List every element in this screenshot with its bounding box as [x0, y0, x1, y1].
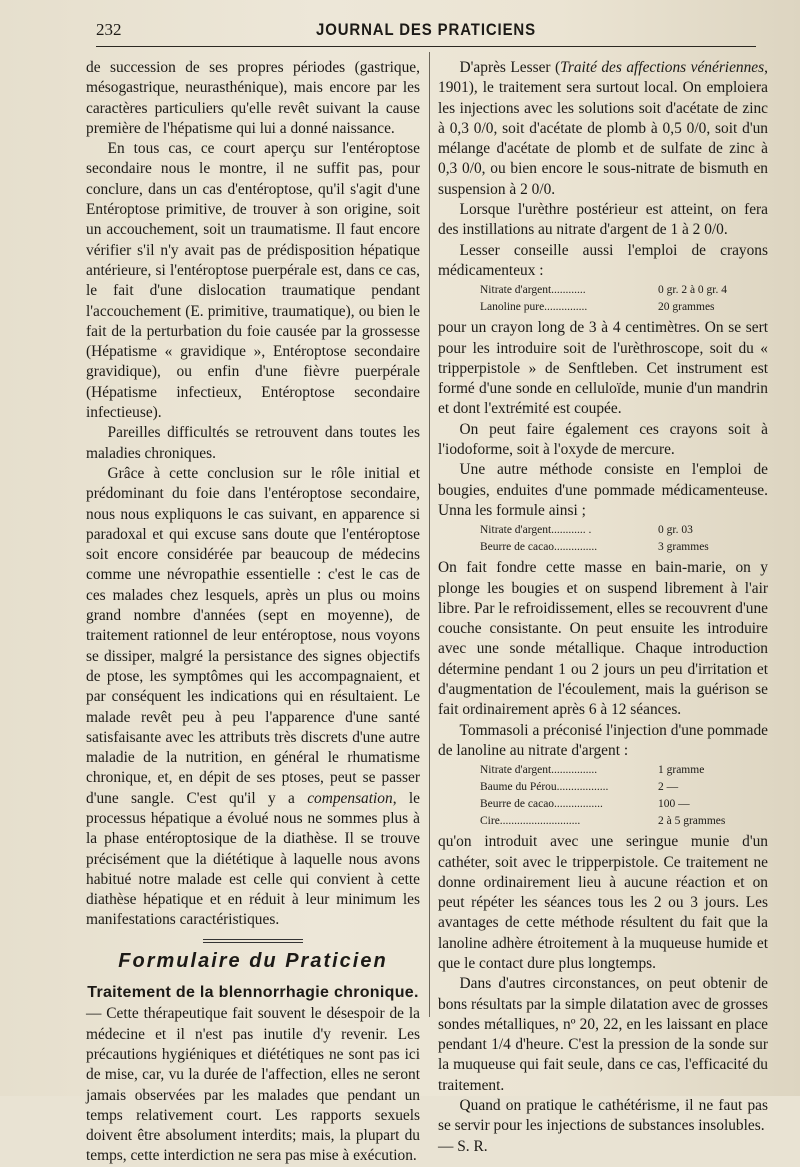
- formula-row: [480, 779, 768, 796]
- page-header: [96, 18, 756, 47]
- ingredient: Nitrate d'argent................: [480, 764, 598, 777]
- formula-row: [480, 299, 768, 316]
- formula-row: [480, 282, 768, 299]
- paragraph-text: D'après Lesser (: [459, 59, 561, 76]
- paragraph: pour un crayon long de 3 à 4 centimètres. On se sert pour les introduire soit de l'urèthroscope, soit du « tripperpistole » de Senftleben. Cet instrument est formé d'une sonde en celluloïde, munie d'un mandrin et dont l'extrémité est coupée.: [438, 319, 768, 418]
- emphasis: compensation: [307, 789, 393, 807]
- column-divider: [429, 52, 430, 1017]
- formula-1: [480, 282, 768, 316]
- paragraph: qu'on introduit avec une seringue munie d'un cathéter, soit avec le tripperpistole. Ce traitement ne donne ordinairement lieu à aucune réaction et on peut répéter les séances tous les 2 ou 3 jours. Les avantages de cette méthode résultent du fait que la lanoline adhère étroitement à la muqueuse humide et que le contact dure plus longtemps.: [438, 833, 768, 972]
- quantity: 20 grammes: [658, 301, 715, 314]
- paragraph: Tommasoli a préconisé l'injection d'une pommade de lanoline au nitrate d'argent :: [438, 721, 768, 759]
- paragraph: [438, 58, 768, 200]
- paragraph: de succession de ses propres périodes (gastrique, mésogastrique, neurasthénique), mais encore par les caractères particuliers qu'elle revêt suivant la cause première de l'hépatisme qui lui a donné naissance.: [86, 59, 420, 137]
- signature: — S. R.: [438, 1137, 488, 1155]
- paragraph: Quand on pratique le cathétérisme, il ne faut pas se servir pour les injections de substances insolubles.: [438, 1097, 768, 1135]
- section-title: Formulaire du Praticien: [118, 949, 388, 972]
- ingredient: Nitrate d'argent............ .: [480, 524, 592, 537]
- formula-row: [480, 539, 768, 556]
- paragraph: Dans d'autres circonstances, on peut obtenir de bons résultats par la simple dilatation avec de grosses sondes métalliques, nº 20, 22, en les laissant en place pendant 1/4 d'heure. C'est la pression de la sonde sur la muqueuse qui fait seule, dans ce cas, l'efficacité du traitement.: [438, 975, 768, 1094]
- quantity: 1 gramme: [658, 764, 705, 777]
- paragraph: Pareilles difficultés se retrouvent dans toutes les maladies chroniques.: [86, 424, 420, 462]
- formula-3: [480, 762, 768, 830]
- quantity: 3 grammes: [658, 541, 709, 554]
- ingredient: Cire............................: [480, 815, 581, 828]
- paragraph: Une autre méthode consiste en l'emploi de bougies, enduites d'une pommade médicamenteuse. Unna les formule ainsi ;: [438, 461, 768, 519]
- journal-title: JOURNAL DES PRATICIENS: [316, 20, 536, 39]
- page-number: 232: [96, 20, 122, 39]
- paragraph: On fait fondre cette masse en bain-marie, on y plonge les bougies et on suspend librement à l'air libre. Par le refroidissement, elles se recouvrent d'une couche consistante. On peut ensuite les introduire avec une sonde métallique. Chaque introduction détermine pendant 1 ou 2 jours un peu d'irritation et d'augmentation de l'écoulement, mais la guérison se fait ordinairement après 6 à 12 séances.: [438, 559, 768, 719]
- right-column: [438, 58, 768, 1157]
- paragraph: On peut faire également ces crayons soit à l'iodoforme, soit à l'oxyde de mercure.: [438, 420, 768, 459]
- formula-2: [480, 522, 768, 556]
- paragraph: Lesser conseille aussi l'emploi de crayons médicamenteux :: [438, 241, 768, 279]
- formula-row: [480, 796, 768, 813]
- paragraph-text: , le processus hépatique a évolué nous ne sommes plus à la phase entéroptosique de la diathèse. Il se trouve précisément que la diététique à laquelle nous avons habitué notre malade est celle qui convient à cette diathèse hépatique et en réduit à leur minimum les manifestations caractéristiques.: [86, 789, 420, 929]
- ingredient: Nitrate d'argent............: [480, 284, 586, 297]
- article-title: Traitement de la blennorrhagie chronique.: [87, 984, 419, 1002]
- section-separator: [203, 939, 303, 943]
- paragraph-text: , 1901), le traitement sera surtout local. On emploiera les injections avec les solutions soit d'acétate de zinc à 0,3 0/0, soit d'acétate de plomb à 0,5 0/0, soit d'un mélange d'acétate de plomb et de sulfate de zinc à 0,3 0/0, ou bien encore le sous-nitrate de bismuth en suspension à 2 0/0.: [438, 59, 768, 198]
- paragraph: [86, 464, 420, 931]
- ingredient: Baume du Pérou..................: [480, 781, 609, 794]
- quantity: 0 gr. 03: [658, 524, 693, 537]
- formula-row: [480, 813, 768, 830]
- emphasis: Traité des affections vénériennes: [560, 59, 765, 76]
- quantity: 0 gr. 2 à 0 gr. 4: [658, 284, 727, 297]
- formula-row: [480, 762, 768, 779]
- paragraph: Lorsque l'urèthre postérieur est atteint, on fera des instillations au nitrate d'argent de 1 à 2 0/0.: [438, 201, 768, 239]
- ingredient: Beurre de cacao...............: [480, 541, 598, 554]
- paragraph: — Cette thérapeutique fait souvent le désespoir de la médecine et il n'est pas inutile d'y revenir. Les précautions hygiéniques et diététiques ne sont pas ici de mise, car, vu la durée de l'affection, elles ne seront jamais observées par les malades que pendant un temps relativement court. Les rapports sexuels doivent être absolument interdits; mais, la plupart du temps, cette interdiction ne sera pas mise à exécution.: [86, 1005, 420, 1165]
- quantity: 2 à 5 grammes: [658, 815, 726, 828]
- quantity: 2 —: [658, 781, 679, 794]
- paragraph-text: Grâce à cette conclusion sur le rôle initial et prédominant du foie dans l'entéroptose secondaire, nous nous expliquons le cas suivant, en apparence si paradoxal et qui excuse sans doute que l'entéroptose soit encore considérée par beaucoup de médecins comme une névropathie essentielle : c'est le cas de ces malades chez lesquels, après un plus ou moins grand nombre d'années (sept en moyenne), de traitement rationnel de leur entéroptose, nous voyons se dissiper, malgré la persistance des signes objectifs de ptose, les symptômes qui les accompagnaient, et par conséquent les indications qui en résultaient. Le malade revêt peu à peu l'apparence d'une santé satisfaisante avec les attributs très discrets d'une autre maladie de la nutrition, en général le rhumatisme chronique, et, en dépit de ses ptoses, peut se passer d'une sangle. C'est qu'il y a: [86, 464, 420, 807]
- ingredient: Beurre de cacao.................: [480, 798, 603, 811]
- paragraph: En tous cas, ce court aperçu sur l'entéroptose secondaire nous le montre, il ne suffit pas, pour conclure, dans un cas d'entéroptose, qu'il s'agit d'une Entéroptose primitive, de trouver à son origine, soit un accouchement, soit un traumatisme. Il faut encore vérifier s'il n'y avait pas de prédisposition hépatique antérieure, si l'entéroptose puerpérale est, dans ce cas, le fait d'une dislocation traumatique pendant l'accouchement (E. primitive, traumatique), ou bien le fait de la perturbation du foie causée par la grossesse (Hépatisme « gravidique », Entéroptose secondaire gravidique), ou enfin d'une fièvre puerpérale (Hépatisme infectieux, Entéroptose secondaire infectieuse).: [86, 140, 420, 422]
- quantity: 100 —: [658, 798, 690, 811]
- ingredient: Lanoline pure...............: [480, 301, 588, 314]
- formula-row: [480, 522, 768, 539]
- left-column: [86, 58, 420, 1167]
